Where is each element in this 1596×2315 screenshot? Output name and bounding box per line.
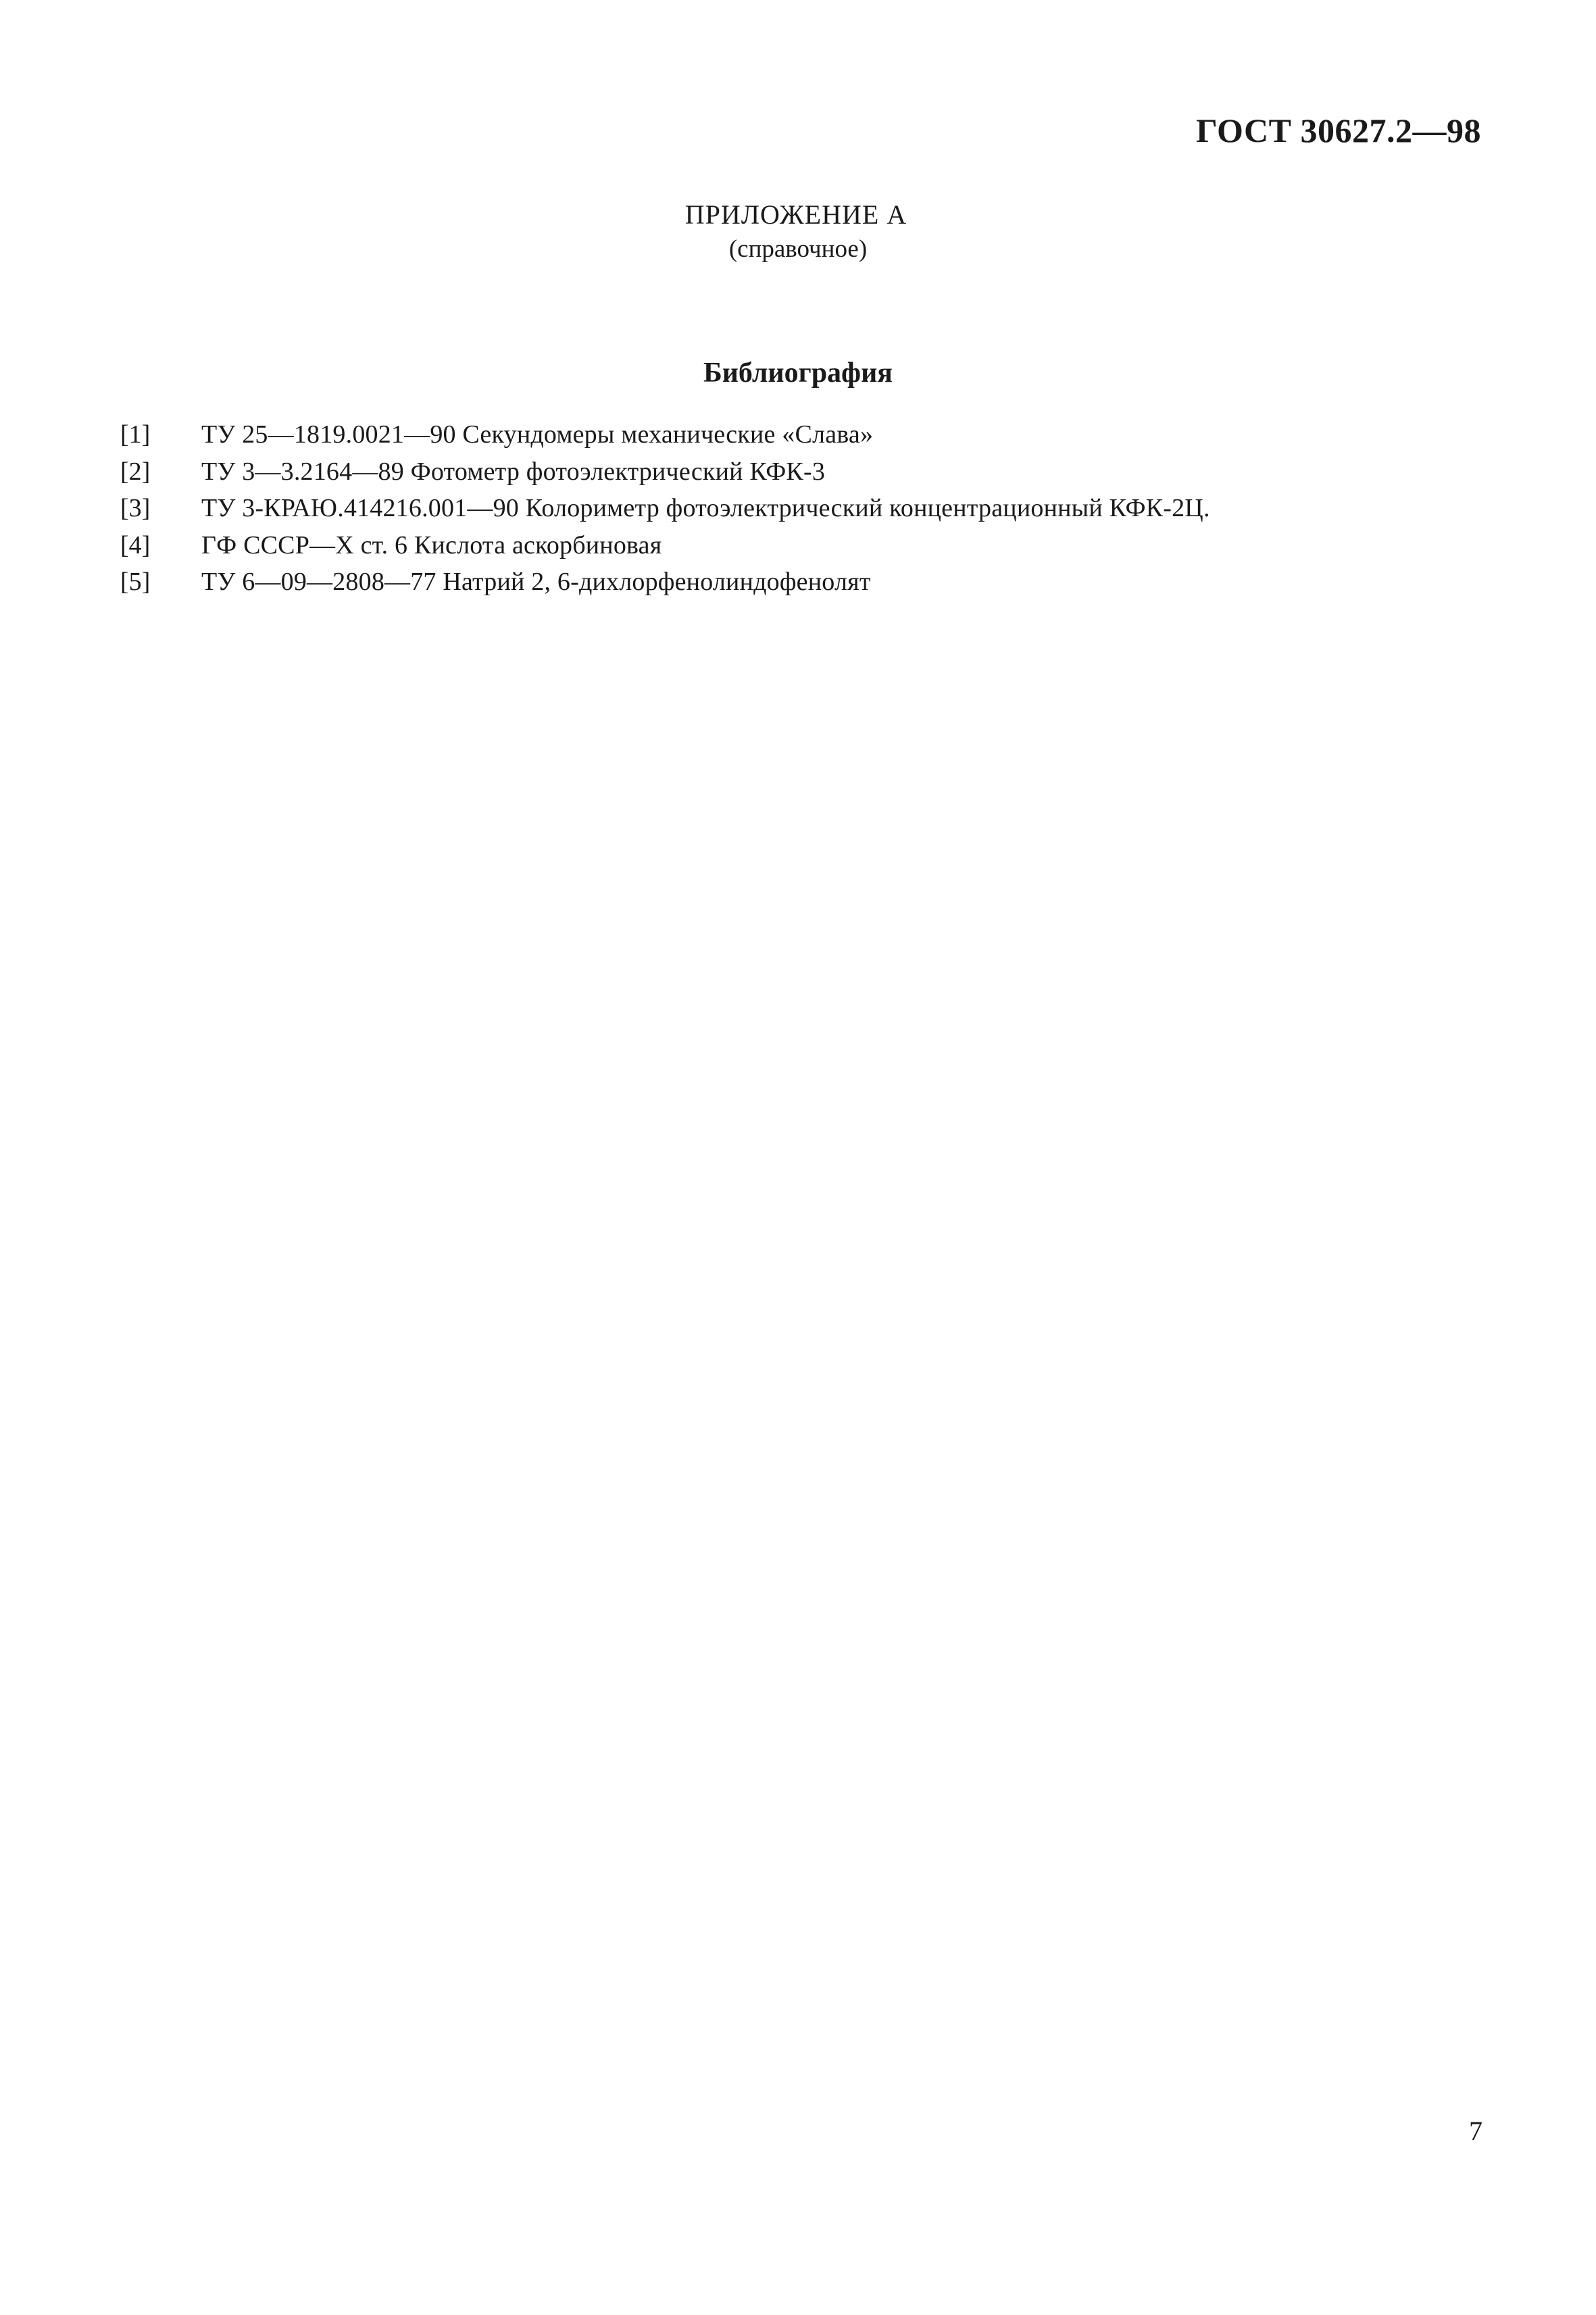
bibliography-item-text: ТУ 3-КРАЮ.414216.001—90 Колориметр фотоэлектрический концентрационный КФК-2Ц. <box>201 494 1210 522</box>
bibliography-item <box>120 416 1210 453</box>
appendix-heading <box>0 197 1596 266</box>
bibliography-item <box>120 453 1210 491</box>
bibliography-item-text: ГФ СССР—X ст. 6 Кислота аскорбиновая <box>201 530 662 559</box>
bibliography-item-number: [3] <box>120 494 151 522</box>
appendix-title: ПРИЛОЖЕНИЕ А <box>684 199 907 230</box>
appendix-note: (справочное) <box>728 235 868 263</box>
bibliography-item-number: [2] <box>120 457 151 486</box>
bibliography-item <box>120 490 1210 527</box>
bibliography-item <box>120 564 1210 601</box>
bibliography-item-text: ТУ 6—09—2808—77 Натрий 2, 6-дихлорфенолиндофенолят <box>201 568 871 596</box>
bibliography-list <box>120 416 1210 601</box>
bibliography-item-number: [4] <box>120 530 151 559</box>
bibliography-item <box>120 527 1210 564</box>
bibliography-item-text: ТУ 25—1819.0021—90 Секундомеры механические «Слава» <box>201 420 874 449</box>
page-number: 7 <box>1469 2116 1482 2146</box>
bibliography-item-number: [5] <box>120 568 151 596</box>
bibliography-heading: Библиография <box>703 357 893 389</box>
bibliography-item-text: ТУ 3—3.2164—89 Фотометр фотоэлектрический КФК-3 <box>201 457 826 486</box>
document-code: ГОСТ 30627.2—98 <box>1195 111 1481 149</box>
bibliography-item-number: [1] <box>120 420 151 449</box>
